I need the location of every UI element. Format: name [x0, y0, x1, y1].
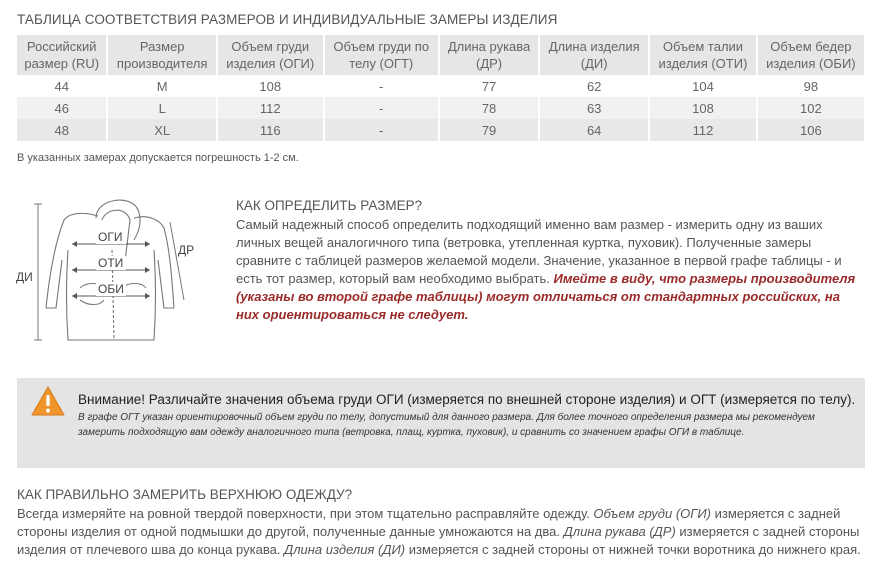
- term-ogi: Объем груди (ОГИ): [593, 506, 711, 521]
- table-cell: 44: [17, 75, 107, 97]
- measure-text: Всегда измеряйте на ровной твердой поверхности, при этом тщательно расправляйте одежду. Объем груди (ОГИ) измеряется с задней стороны изделия от одной подмышки до другой, полученные данные умножаются на два. Длина рукава (ДР) измеряется с задней стороны изделия от плечевого шва до конца рукава. Длина изделия (ДИ) измеряется с задней стороны от нижней точки воротника до нижнего края.: [17, 506, 861, 557]
- table-cell: 112: [217, 97, 324, 119]
- attention-box: [17, 378, 865, 468]
- label-ogi: ОГИ: [98, 230, 123, 244]
- how-to-size-text: [236, 216, 856, 324]
- attention-details: В графе ОГТ указан ориентировочный объем груди по телу, допустимый для данного размера. Для более точного определения размера мы рекомендуем замерить подходящую вам одежду аналогичного типа (ветровка, плащ, куртка, пуховик), и сравнить со значением графы ОГИ в таблице.: [78, 412, 815, 438]
- label-oti: ОТИ: [98, 256, 124, 270]
- table-cell: 46: [17, 97, 107, 119]
- label-di: ДИ: [16, 270, 33, 284]
- header-ogt: Объем груди по телу (ОГТ): [324, 35, 439, 75]
- header-maker-size: Размер производителя: [107, 35, 217, 75]
- header-obi: Объем бедер изделия (ОБИ): [757, 35, 864, 75]
- table-cell: 108: [649, 97, 757, 119]
- table-cell: 98: [757, 75, 864, 97]
- table-cell: 116: [217, 119, 324, 141]
- table-cell: L: [107, 97, 217, 119]
- table-cell: 77: [439, 75, 539, 97]
- table-row: [17, 97, 864, 119]
- table-row: [17, 119, 864, 141]
- table-cell: 62: [539, 75, 649, 97]
- table-cell: -: [324, 97, 439, 119]
- attention-heading: Внимание! Различайте значения объема груди ОГИ (измеряется по внешней стороне изделия) и ОГТ (измеряется по телу).: [78, 392, 856, 407]
- how-to-size-title: КАК ОПРЕДЕЛИТЬ РАЗМЕР?: [236, 198, 423, 213]
- table-cell: -: [324, 119, 439, 141]
- table-cell: 108: [217, 75, 324, 97]
- header-ogi: Объем груди изделия (ОГИ): [217, 35, 324, 75]
- term-di: Длина изделия (ДИ): [284, 542, 406, 557]
- table-cell: XL: [107, 119, 217, 141]
- warning-icon: [31, 386, 65, 416]
- table-cell: 112: [649, 119, 757, 141]
- table-cell: 79: [439, 119, 539, 141]
- term-dr: Длина рукава (ДР): [563, 524, 676, 539]
- table-header-row: [17, 35, 864, 75]
- table-cell: 64: [539, 119, 649, 141]
- label-obi: ОБИ: [98, 282, 124, 296]
- table-cell: 48: [17, 119, 107, 141]
- table-cell: 106: [757, 119, 864, 141]
- table-cell: 63: [539, 97, 649, 119]
- header-ru-size: Российский размер (RU): [17, 35, 107, 75]
- table-cell: 104: [649, 75, 757, 97]
- measure-title: КАК ПРАВИЛЬНО ЗАМЕРИТЬ ВЕРХНЮЮ ОДЕЖДУ?: [17, 487, 353, 502]
- header-oti: Объем талии изделия (ОТИ): [649, 35, 757, 75]
- tolerance-note: В указанных замерах допускается погрешность 1-2 см.: [17, 152, 299, 164]
- header-dr: Длина рукава (ДР): [439, 35, 539, 75]
- size-table: [17, 35, 864, 141]
- table-cell: 78: [439, 97, 539, 119]
- header-di: Длина изделия (ДИ): [539, 35, 649, 75]
- table-cell: 102: [757, 97, 864, 119]
- table-row: [17, 75, 864, 97]
- table-cell: -: [324, 75, 439, 97]
- how-to-size-body: Самый надежный способ определить подходящий именно вам размер - измерить одну из ваших личных вещей аналогичного типа (ветровка, утепленная куртка, пуховик). Полученные замеры сравните с таблицей размеров желаемой модели. Значение, указанное в первой графе таблицы - и есть тот размер, который вам необходимо выбрать.: [236, 217, 842, 286]
- page-title: ТАБЛИЦА СООТВЕТСТВИЯ РАЗМЕРОВ И ИНДИВИДУАЛЬНЫЕ ЗАМЕРЫ ИЗДЕЛИЯ: [17, 12, 558, 27]
- coat-measure-diagram: [14, 190, 204, 350]
- table-cell: M: [107, 75, 217, 97]
- manufacturer-size-warning: Имейте в виду, что размеры производителя (указаны во второй графе таблицы) могут отличаться от стандартных российских, на них ориентироваться не следует.: [236, 271, 856, 322]
- label-dr: ДР: [178, 243, 195, 257]
